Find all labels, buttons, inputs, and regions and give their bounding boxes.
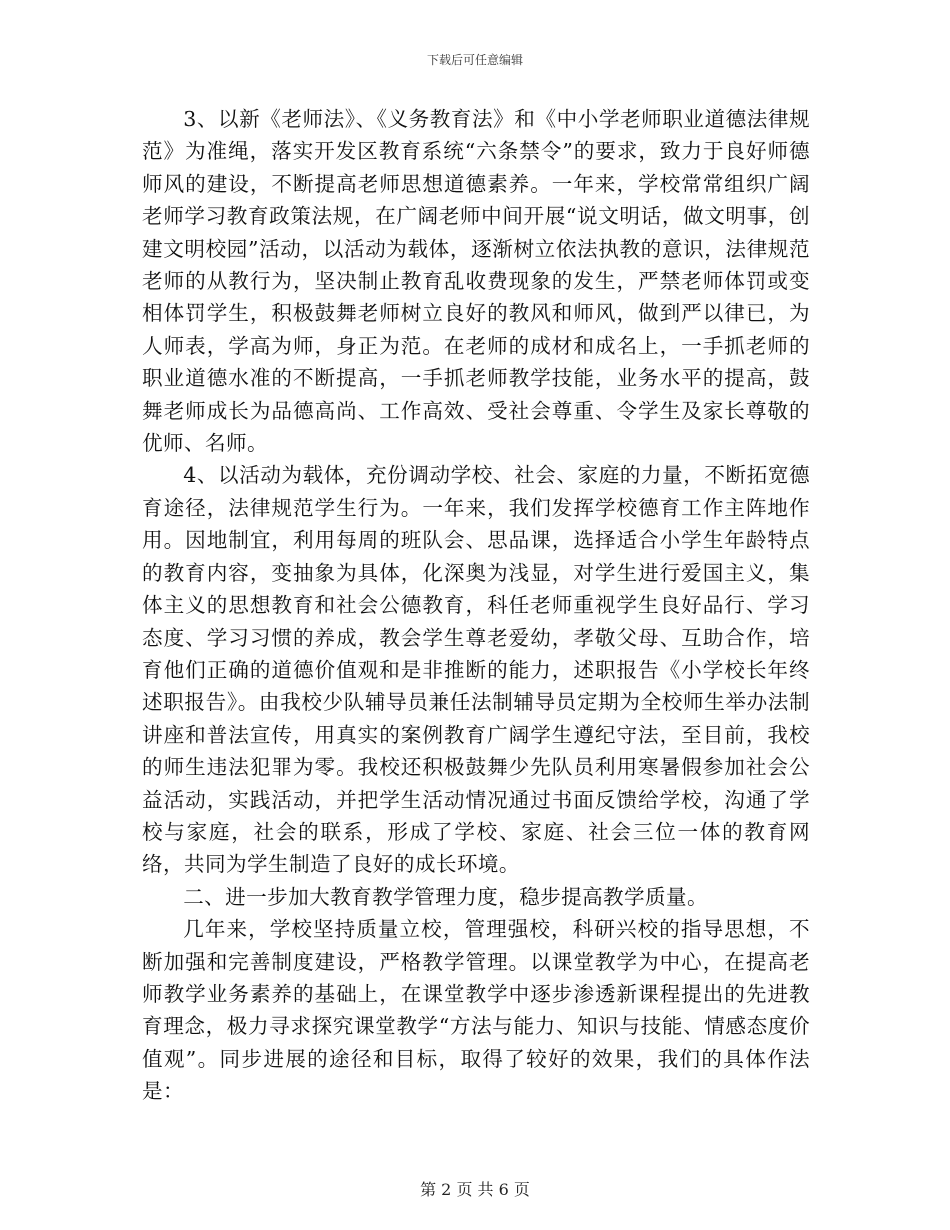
page-header: 下载后可任意编辑 <box>426 53 523 67</box>
paragraph-teaching-quality: 几年来，学校坚持质量立校，管理强校，科研兴校的指导思想，不断加强和完善制度建设，严格教学管理。以课堂教学为中心，在提高老师教学业务素养的基础上，在课堂教学中逐步渗透新课程提出的先进教育理念，极力寻求探究课堂教学“方法与能力、知识与技能、情感态度价值观”。同步进展的途径和目标，取得了较好的效果，我们的具体作法是： <box>142 917 810 1104</box>
paragraph-moral-education: 4、以活动为载体，充份调动学校、社会、家庭的力量，不断拓宽德育途径，法律规范学生行为。一年来，我们发挥学校德育工作主阵地作用。因地制宜，利用每周的班队会、思品课，选择适合小学生年龄特点的教育内容，变抽象为具体，化深奥为浅显，对学生进行爱国主义，集体主义的思想教育和社会公德教育，科任老师重视学生良好品行、学习态度、学习习惯的养成，教会学生尊老爱幼，孝敬父母、互助合作，培育他们正确的道德价值观和是非推断的能力，述职报告《小学校长年终述职报告》。由我校少队辅导员兼任法制辅导员定期为全校师生举办法制讲座和普法宣传，用真实的案例教育广阔学生遵纪守法，至目前，我校的师生违法犯罪为零。我校还积极鼓舞少先队员利用寒暑假参加社会公益活动，实践活动，并把学生活动情况通过书面反馈给学校，沟通了学校与家庭，社会的联系，形成了学校、家庭、社会三位一体的教育网络，共同为学生制造了良好的成长环境。 <box>142 463 810 877</box>
paragraph-teacher-ethics: 3、以新《老师法》、《义务教育法》和《中小学老师职业道德法律规范》为准绳，落实开发区教育系统“六条禁令”的要求，致力于良好师德师风的建设，不断提高老师思想道德素养。一年来，学校常常组织广阔老师学习教育政策法规，在广阔老师中间开展“说文明话，做文明事，创建文明校园”活动，以活动为载体，逐渐树立依法执教的意识，法律规范老师的从教行为，坚决制止教育乱收费现象的发生，严禁老师体罚或变相体罚学生，积极鼓舞老师树立良好的教风和师风，做到严以律已，为人师表，学高为师，身正为范。在老师的成材和成名上，一手抓老师的职业道德水准的不断提高，一手抓老师教学技能，业务水平的提高，鼓舞老师成长为品德高尚、工作高效、受社会尊重、令学生及家长尊敬的优师、名师。 <box>142 107 810 456</box>
section-heading-teaching-management: 二、进一步加大教育教学管理力度，稳步提高教学质量。 <box>183 884 709 909</box>
document-body <box>142 103 810 1108</box>
page-number: 第 2 页 共 6 页 <box>420 1180 530 1199</box>
